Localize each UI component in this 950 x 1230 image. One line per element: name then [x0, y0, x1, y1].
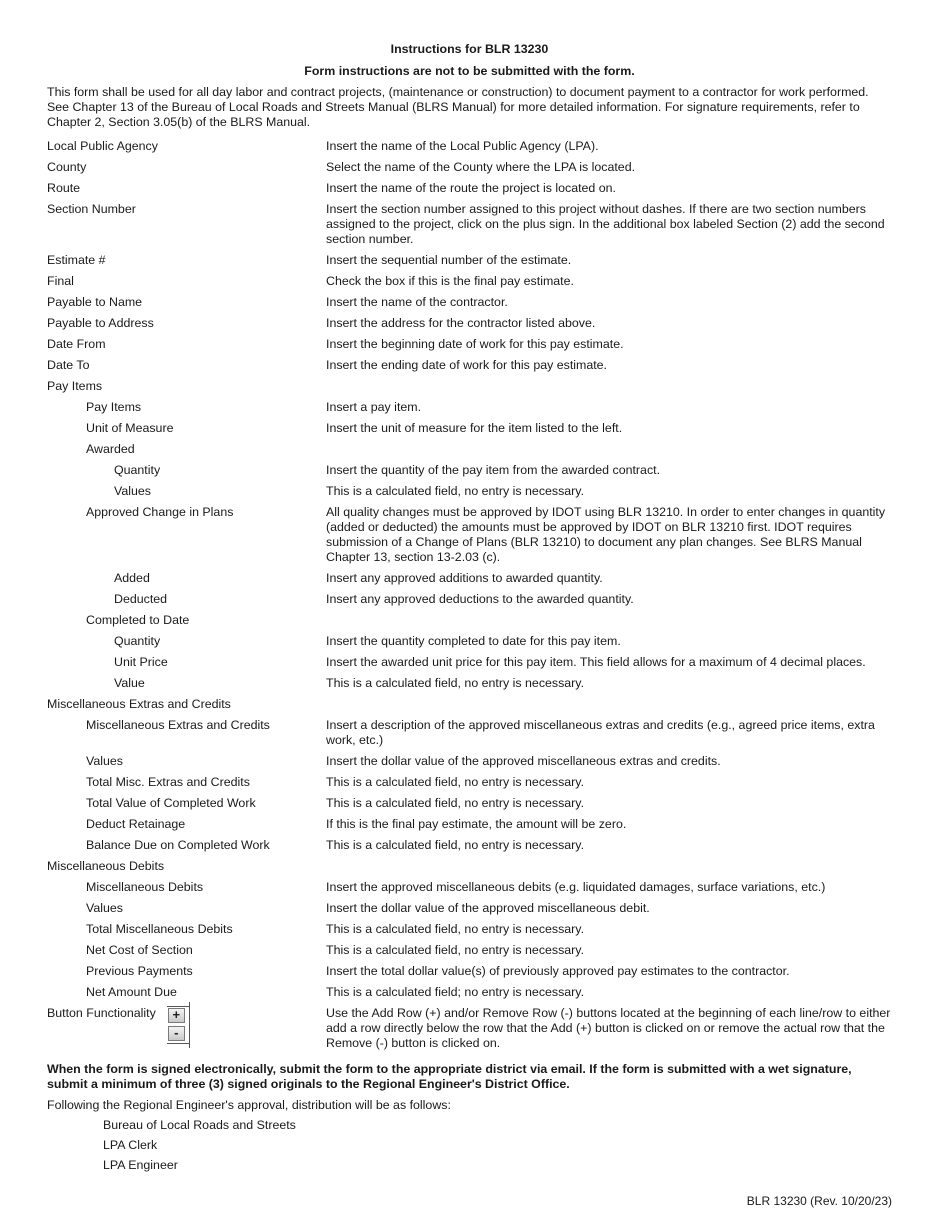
- field-label: Miscellaneous Extras and Credits: [86, 718, 270, 732]
- field-label: Total Miscellaneous Debits: [86, 922, 233, 936]
- section-header-row: [47, 379, 892, 394]
- section-label: Awarded: [86, 442, 135, 456]
- section-header-row: [47, 697, 892, 712]
- field-label: Pay Items: [86, 400, 142, 414]
- table-row: [47, 901, 892, 916]
- field-description: Insert the name of the contractor.: [326, 295, 508, 309]
- table-row: [47, 253, 892, 268]
- field-label: Payable to Name: [47, 295, 143, 309]
- field-label: Deducted: [114, 592, 168, 606]
- table-row: [47, 139, 892, 154]
- button-functionality-cell: [47, 1006, 326, 1051]
- field-label: Estimate #: [47, 253, 106, 267]
- field-description: Insert any approved additions to awarded quantity.: [326, 571, 603, 585]
- field-description: This is a calculated field; no entry is necessary.: [326, 985, 585, 999]
- table-row: [47, 202, 892, 247]
- field-label: Local Public Agency: [47, 139, 158, 153]
- field-label: Approved Change in Plans: [86, 505, 234, 519]
- field-description: This is a calculated field, no entry is necessary.: [326, 676, 585, 690]
- add-remove-buttons-illustration: [166, 1002, 194, 1048]
- field-description: Insert the name of the Local Public Agency (LPA).: [326, 139, 599, 153]
- section-label: Miscellaneous Extras and Credits: [47, 697, 231, 711]
- field-label: Unit of Measure: [86, 421, 174, 435]
- table-row: [47, 775, 892, 790]
- table-row: [47, 718, 892, 748]
- field-description: Insert any approved deductions to the awarded quantity.: [326, 592, 634, 606]
- field-label: Unit Price: [114, 655, 168, 669]
- table-row: [47, 922, 892, 937]
- distribution-list: [103, 1118, 296, 1178]
- page-subtitle: Form instructions are not to be submitted with the form.: [304, 64, 635, 78]
- table-row: [47, 463, 892, 478]
- field-description: Insert a pay item.: [326, 400, 422, 414]
- table-row: [47, 181, 892, 196]
- table-row: [47, 796, 892, 811]
- section-header-row: [47, 859, 892, 874]
- table-row: [47, 634, 892, 649]
- table-row: [47, 274, 892, 289]
- table-row: [47, 838, 892, 853]
- field-label: Final: [47, 274, 74, 288]
- field-description: Check the box if this is the final pay estimate.: [326, 274, 574, 288]
- field-label: County: [47, 160, 87, 174]
- field-description: This is a calculated field, no entry is necessary.: [326, 796, 585, 810]
- field-description: Insert a description of the approved miscellaneous extras and credits (e.g., agreed price items, extra work, etc.): [326, 718, 875, 747]
- field-label: Payable to Address: [47, 316, 154, 330]
- field-description: Insert the dollar value of the approved miscellaneous extras and credits.: [326, 754, 721, 768]
- table-row: [47, 337, 892, 352]
- field-description: This is a calculated field, no entry is necessary.: [326, 838, 585, 852]
- field-description: [326, 379, 892, 394]
- field-description: Insert the quantity of the pay item from the awarded contract.: [326, 463, 661, 477]
- field-description: Select the name of the County where the LPA is located.: [326, 160, 636, 174]
- table-row: [47, 676, 892, 691]
- field-description: Insert the address for the contractor listed above.: [326, 316, 596, 330]
- table-row: [47, 421, 892, 436]
- field-label: Date From: [47, 337, 106, 351]
- field-description: This is a calculated field, no entry is necessary.: [326, 922, 585, 936]
- instruction-table: [47, 139, 892, 1057]
- field-description: Insert the beginning date of work for this pay estimate.: [326, 337, 624, 351]
- field-label: Total Value of Completed Work: [86, 796, 256, 810]
- field-label: Button Functionality: [47, 1006, 156, 1020]
- field-label: Value: [114, 676, 145, 690]
- intro-paragraph: This form shall be used for all day labor and contract projects, (maintenance or construction) to document payment to a contractor for work performed. See Chapter 13 of the Bureau of Local Roads and Streets Manual (BLRS Manual) for more detailed information. For signature requirements, refer to Chapter 2, Section 3.05(b) of the BLRS Manual.: [47, 85, 869, 129]
- subsection-header-row: [47, 613, 892, 628]
- field-description: Use the Add Row (+) and/or Remove Row (-) buttons located at the beginning of each line/row to either add a row directly below the row that the Add (+) button is clicked on or remove the actual row that the Remove (-) button is clicked on.: [326, 1006, 891, 1050]
- field-description: Insert the total dollar value(s) of previously approved pay estimates to the contractor.: [326, 964, 790, 978]
- field-label: Quantity: [114, 634, 161, 648]
- list-item: LPA Engineer: [103, 1158, 178, 1172]
- field-label: Added: [114, 571, 150, 585]
- section-label: Completed to Date: [86, 613, 190, 627]
- add-row-button-illustration: +: [168, 1008, 185, 1023]
- table-row: [47, 1006, 892, 1051]
- form-revision-footer: BLR 13230 (Rev. 10/20/23): [746, 1194, 892, 1208]
- table-row: [47, 400, 892, 415]
- list-item: Bureau of Local Roads and Streets: [103, 1118, 296, 1132]
- field-label: Route: [47, 181, 81, 195]
- divider: [167, 1043, 189, 1044]
- field-description: Insert the name of the route the project is located on.: [326, 181, 616, 195]
- field-description: This is a calculated field, no entry is necessary.: [326, 943, 585, 957]
- field-label: Total Misc. Extras and Credits: [86, 775, 250, 789]
- field-label: Values: [86, 754, 123, 768]
- field-description: Insert the dollar value of the approved miscellaneous debit.: [326, 901, 650, 915]
- table-row: [47, 754, 892, 769]
- table-row: [47, 985, 892, 1000]
- field-description: [326, 613, 892, 628]
- divider: [189, 1002, 190, 1048]
- field-description: [326, 697, 892, 712]
- page-title: Instructions for BLR 13230: [390, 42, 549, 56]
- section-label: Miscellaneous Debits: [47, 859, 165, 873]
- table-row: [47, 655, 892, 670]
- field-description: Insert the awarded unit price for this pay item. This field allows for a maximum of 4 decimal places.: [326, 655, 866, 669]
- field-description: If this is the final pay estimate, the amount will be zero.: [326, 817, 627, 831]
- field-label: Net Cost of Section: [86, 943, 193, 957]
- field-label: Values: [86, 901, 123, 915]
- table-row: [47, 880, 892, 895]
- subsection-header-row: [47, 442, 892, 457]
- field-description: Insert the approved miscellaneous debits (e.g. liquidated damages, surface variations, etc.): [326, 880, 826, 894]
- field-description: Insert the quantity completed to date for this pay item.: [326, 634, 621, 648]
- field-description: This is a calculated field, no entry is necessary.: [326, 484, 585, 498]
- field-description: Insert the unit of measure for the item listed to the left.: [326, 421, 623, 435]
- field-description: [326, 442, 892, 457]
- field-label: Date To: [47, 358, 90, 372]
- table-row: [47, 160, 892, 175]
- list-item: LPA Clerk: [103, 1138, 158, 1152]
- submission-note: When the form is signed electronically, submit the form to the appropriate district via email. If the form is submitted with a wet signature, submit a minimum of three (3) signed originals to the Regional Engineer's District Office.: [47, 1062, 852, 1091]
- field-description: Insert the section number assigned to this project without dashes. If there are two section numbers assigned to the project, click on the plus sign. In the additional box labeled Section (2) add the second section number.: [326, 202, 885, 246]
- table-row: [47, 964, 892, 979]
- table-row: [47, 592, 892, 607]
- field-description: Insert the sequential number of the estimate.: [326, 253, 572, 267]
- table-row: [47, 817, 892, 832]
- field-description: All quality changes must be approved by IDOT using BLR 13210. In order to enter changes in quantity (added or deducted) the amounts must be approved by IDOT on BLR 13210 first. IDOT requires submission of a Change of Plans (BLR 13210) to document any plan changes. See BLRS Manual Chapter 13, section 13-2.03 (c).: [326, 505, 886, 564]
- field-description: [326, 859, 892, 874]
- table-row: [47, 943, 892, 958]
- field-description: Insert the ending date of work for this pay estimate.: [326, 358, 608, 372]
- field-label: Section Number: [47, 202, 136, 216]
- table-row: [47, 316, 892, 331]
- field-label: Balance Due on Completed Work: [86, 838, 270, 852]
- field-label: Previous Payments: [86, 964, 193, 978]
- table-row: [47, 358, 892, 373]
- distribution-intro: Following the Regional Engineer's approval, distribution will be as follows:: [47, 1098, 451, 1112]
- field-label: Quantity: [114, 463, 161, 477]
- field-label: Values: [114, 484, 151, 498]
- field-label: Deduct Retainage: [86, 817, 186, 831]
- field-label: Miscellaneous Debits: [86, 880, 204, 894]
- remove-row-button-illustration: -: [168, 1026, 185, 1041]
- table-row: [47, 571, 892, 586]
- field-description: This is a calculated field, no entry is necessary.: [326, 775, 585, 789]
- section-label: Pay Items: [47, 379, 103, 393]
- field-label: Net Amount Due: [86, 985, 177, 999]
- table-row: [47, 295, 892, 310]
- table-row: [47, 484, 892, 499]
- table-row: [47, 505, 892, 565]
